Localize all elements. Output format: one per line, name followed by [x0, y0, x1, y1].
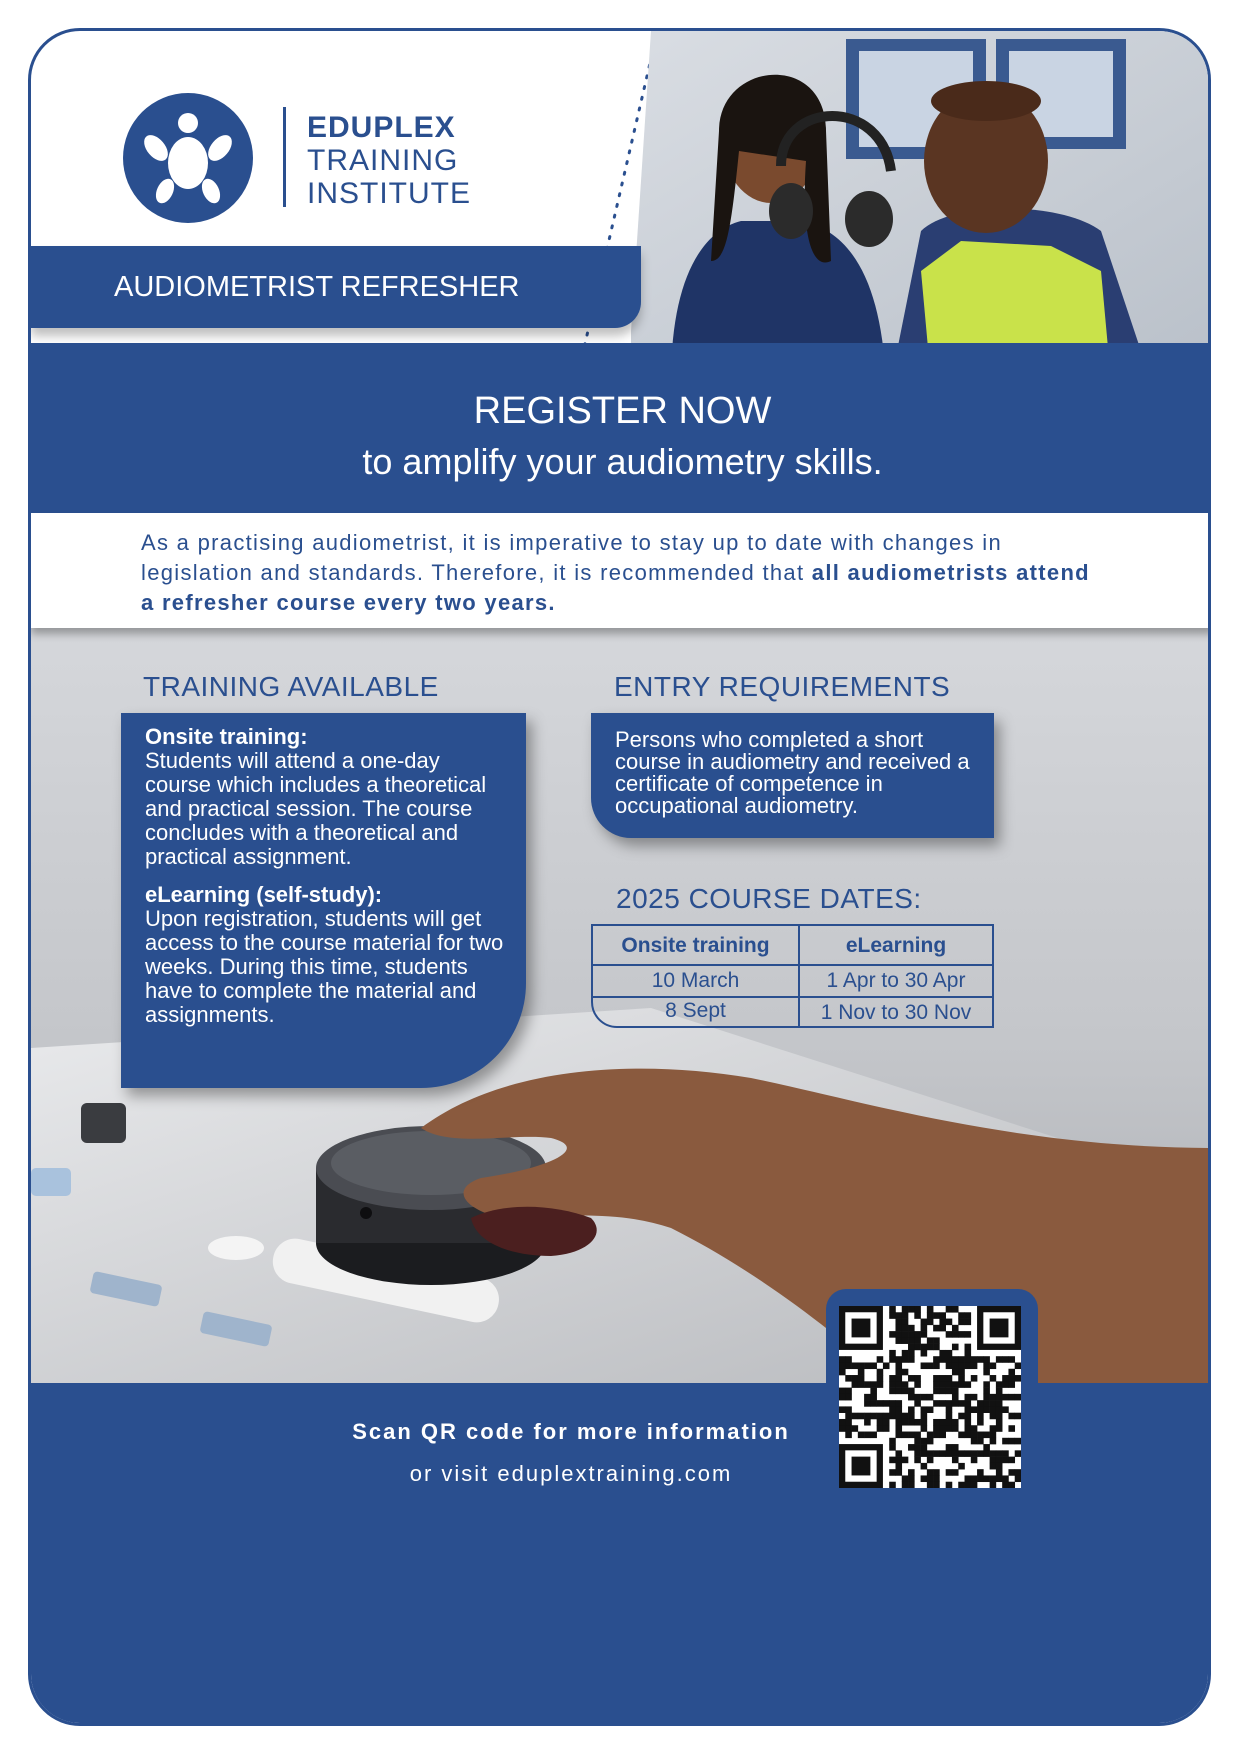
register-band — [31, 343, 1211, 513]
intro-text: As a practising audiometrist, it is imperative to stay up to date with changes in legislation and standards. Therefore, it is recommended that — [141, 530, 1003, 585]
course-title-banner: AUDIOMETRIST REFRESHER — [31, 246, 641, 328]
entry-requirements-box: Persons who completed a short course in audiometry and received a certificate of competence in occupational audiometry. — [591, 713, 994, 838]
table-cell: 1 Apr to 30 Apr — [826, 969, 966, 992]
intro-bold-text: all audiometrists attend a refresher course every two years. — [141, 560, 1090, 615]
training-box — [121, 713, 526, 1088]
qr-code-frame — [826, 1289, 1038, 1499]
table-row-divider — [593, 996, 992, 998]
register-subheading: to amplify your audiometry skills. — [362, 441, 883, 482]
table-header-elearning: eLearning — [845, 934, 947, 957]
training-heading: TRAINING AVAILABLE — [143, 671, 439, 702]
table-cell: 1 Nov to 30 Nov — [820, 1001, 972, 1024]
table-cell: 8 Sept — [665, 999, 726, 1022]
intro-section — [31, 513, 1211, 628]
flyer-card — [28, 28, 1211, 1726]
course-dates-table — [591, 924, 994, 1028]
register-heading: REGISTER NOW — [473, 390, 772, 432]
table-cell: 10 March — [651, 969, 740, 992]
brand-line-2: TRAINING — [307, 144, 459, 177]
website-text: or visit eduplextraining.com — [409, 1461, 733, 1486]
brand-name — [307, 111, 471, 210]
brand-line-1: EDUPLEX — [307, 111, 456, 144]
onsite-title: Onsite training: — [145, 724, 308, 749]
scan-qr-text: Scan QR code for more information — [352, 1419, 790, 1444]
qr-code[interactable] — [839, 1306, 1021, 1488]
table-row-divider — [593, 964, 992, 966]
brand-line-3: INSTITUTE — [307, 177, 471, 210]
elearning-text: Upon registration, students will get access to the course material for two weeks. During this time, students have to complete the material and assignments. — [145, 906, 504, 1027]
dates-heading: 2025 COURSE DATES: — [616, 883, 922, 914]
hero-photo-audiometry — [631, 31, 1211, 381]
onsite-text: Students will attend a one-day course which includes a theoretical and practical session. The course concludes with a theoretical and practical assignment. — [145, 748, 487, 869]
logo-divider — [283, 107, 286, 207]
entry-heading: ENTRY REQUIREMENTS — [614, 671, 951, 702]
table-header-onsite: Onsite training — [621, 934, 770, 957]
intro-paragraph — [141, 528, 1101, 618]
turtle-icon — [123, 93, 253, 223]
elearning-title: eLearning (self-study): — [145, 882, 383, 907]
